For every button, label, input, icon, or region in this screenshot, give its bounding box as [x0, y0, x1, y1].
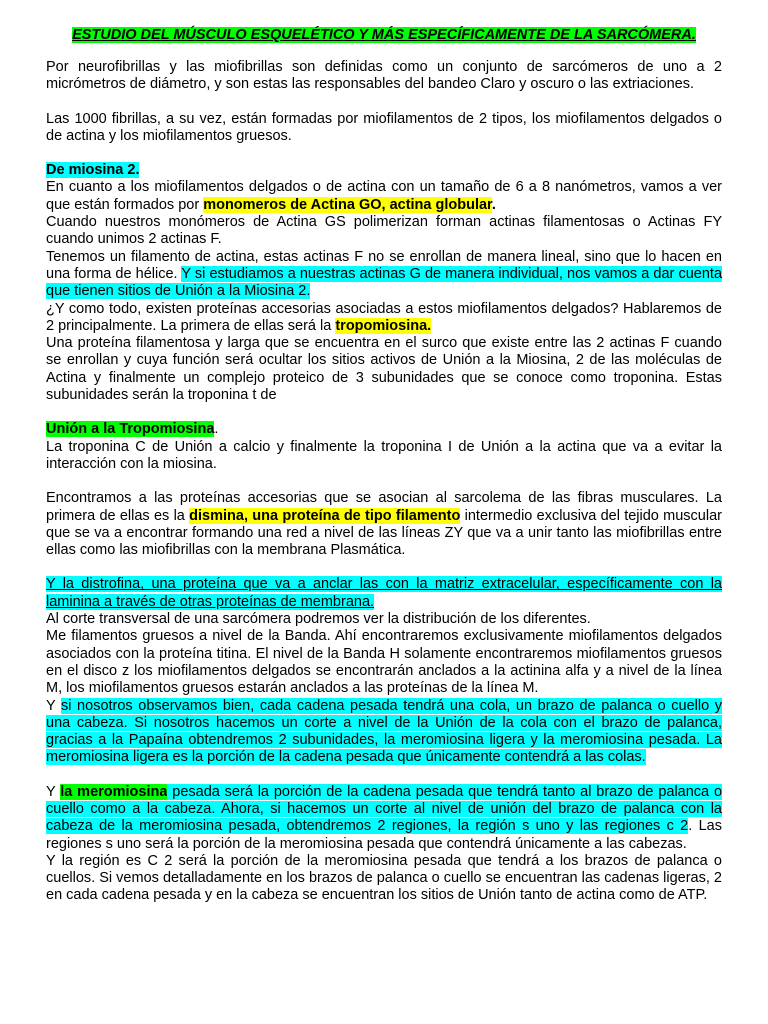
paragraph-dismina — [46, 490, 722, 559]
spacer — [46, 94, 722, 111]
title-text: ESTUDIO DEL MÚSCULO ESQUELÉTICO Y MÁS ESPECÍFICAMENTE DE LA SARCÓMERA. — [72, 27, 696, 43]
paragraph-accesorias-text: ¿Y como todo, existen proteínas accesorias asociadas a estos miofilamentos delgados? Hablaremos de 2 principalmente. La primera de ellas será la — [46, 300, 722, 334]
spacer — [46, 145, 722, 162]
paragraph-cadena-pesada-start: Y — [46, 697, 61, 714]
paragraph-actina-end: . — [491, 196, 496, 213]
paragraph-helice — [46, 249, 722, 301]
paragraph-cadena-pesada — [46, 698, 722, 767]
paragraph-dismina-text: Encontramos a las proteínas accesorias que se asocian al sarcolema de las fibras musculares. La primera de ellas es la — [46, 490, 722, 524]
highlight-meromiosina: la meromiosina — [60, 783, 168, 800]
highlight-dismina: dismina, una proteína de tipo filamento — [189, 507, 461, 524]
heading-union-tropomiosina-text: Unión a la Tropomiosina — [46, 421, 215, 438]
paragraph-meromiosina-start: Y — [46, 783, 61, 800]
highlight-tropomiosina: tropomiosina. — [335, 317, 432, 334]
heading-miosina-text: De miosina 2. — [46, 162, 140, 179]
highlight-actinas-g: Y si estudiamos a nuestras actinas G de manera individual, nos vamos a dar cuenta que tienen sitios de Unión a la Miosina 2. — [46, 265, 723, 300]
paragraph-neurofibrillas: Por neurofibrillas y las miofibrillas son definidas como un conjunto de sarcómeros de uno a 2 micrómetros de diámetro, y son estas las responsables del bandeo Claro y oscuro o las extriaciones. — [46, 59, 722, 93]
spacer — [46, 767, 722, 784]
paragraph-troponina-c: La troponina C de Unión a calcio y finalmente la troponina I de Unión a la actina que va a evitar la interacción con la miosina. — [46, 438, 722, 472]
paragraph-region-c2: Y la región es C 2 será la porción de la meromiosina pesada que tendrá a los brazos de palanca o cuellos. Si vemos detalladamente en los brazos de palanca o cuello se encuentran las cadenas ligeras, 2 en cada cadena pesada y en la cabeza se encuentran los sitios de Unión tanto de actina como de ATP. — [46, 852, 722, 904]
highlight-cadena-pesada: si nosotros observamos bien, cada cadena pesada tendrá una cola, un brazo de palanca o cuello y una cabeza. Si nosotros hacemos un corte a nivel de la Unión de la cola con el brazo de palanca, gracias a la Papaína obtendremos 2 subunidades, la meromiosina ligera y la meromiosina pesada. La meromiosina ligera es la porción de la cadena pesada que únicamente contendrá a las colas. — [46, 697, 722, 766]
paragraph-helice-text: Tenemos un filamento de actina, estas actinas F no se enrollan de manera lineal, sino que lo hacen en una forma de hélice. — [46, 248, 722, 282]
highlight-monomeros: monomeros de Actina GO, actina globular — [203, 196, 492, 213]
paragraph-accesorias — [46, 301, 722, 336]
highlight-meromiosina-pesada: pesada será la porción de la cadena pesada que tendrá tanto al brazo de palanca o cuello como a la cabeza. Ahora, si hacemos un corte al nivel de unión del brazo de palanca con la cabeza de la meromiosina pesada, obtendremos 2 regiones, la región s uno y las regiones c 2 — [46, 783, 723, 835]
paragraph-meromiosina — [46, 784, 722, 853]
heading-union-tropomiosina — [46, 421, 722, 438]
paragraph-fibrillas: Las 1000 fibrillas, a su vez, están formadas por miofilamentos de 2 tipos, los miofilamentos delgados o de actina y los miofilamentos gruesos. — [46, 110, 722, 144]
highlight-distrofina: Y la distrofina, una proteína que va a anclar las con la matriz extracelular, específicamente con la laminina a través de otras proteínas de membrana. — [46, 576, 722, 610]
paragraph-polimerizan: Cuando nuestros monómeros de Actina GS polimerizan forman actinas filamentosas o Actinas FY cuando unimos 2 actinas F. — [46, 214, 722, 248]
paragraph-actina-text: En cuanto a los miofilamentos delgados o de actina con un tamaño de 6 a 8 nanómetros, vamos a ver que están formados por — [46, 179, 722, 213]
paragraph-dismina-rest: intermedio exclusiva del tejido muscular que se va a encontrar formando una red a nivel de las líneas ZY que va a unir tanto las miofibrillas entre ellas como las miofibrillas con la membrana Plasmática. — [46, 507, 722, 559]
heading-miosina — [46, 162, 722, 179]
paragraph-distrofina — [46, 576, 722, 611]
paragraph-corte-transversal: Al corte transversal de una sarcómera podremos ver la distribución de los diferentes. — [46, 611, 591, 628]
heading-union-tropomiosina-end: . — [214, 421, 219, 438]
spacer — [46, 559, 722, 576]
spacer — [46, 473, 722, 490]
paragraph-troponina: Una proteína filamentosa y larga que se encuentra en el surco que existe entre las 2 actinas F cuando se enrollan y cuya función será ocultar los sitios activos de Unión a la Miosina, 2 de las moléculas de Actina y finalmente un complejo proteico de 3 subunidades que se conoce como troponina. Estas subunidades serán la troponina t de — [46, 335, 722, 404]
document-title — [46, 26, 722, 44]
spacer — [46, 404, 722, 421]
paragraph-meromiosina-rest: . Las regiones s uno será la porción de la meromiosina pesada que contendrá únicamente a las cabezas. — [46, 818, 722, 852]
paragraph-filamentos-gruesos: Me filamentos gruesos a nivel de la Banda. Ahí encontraremos exclusivamente miofilamentos delgados asociados con la proteína titina. El nivel de la Banda H solamente encontraremos miofilamentos gruesos en el disco z los miofilamentos delgados se encontrarán anclados a la actinina alfa y a nivel de la línea M, los miofilamentos gruesos estarán anclados a las proteínas de la línea M. — [46, 628, 722, 697]
paragraph-actina — [46, 179, 722, 214]
